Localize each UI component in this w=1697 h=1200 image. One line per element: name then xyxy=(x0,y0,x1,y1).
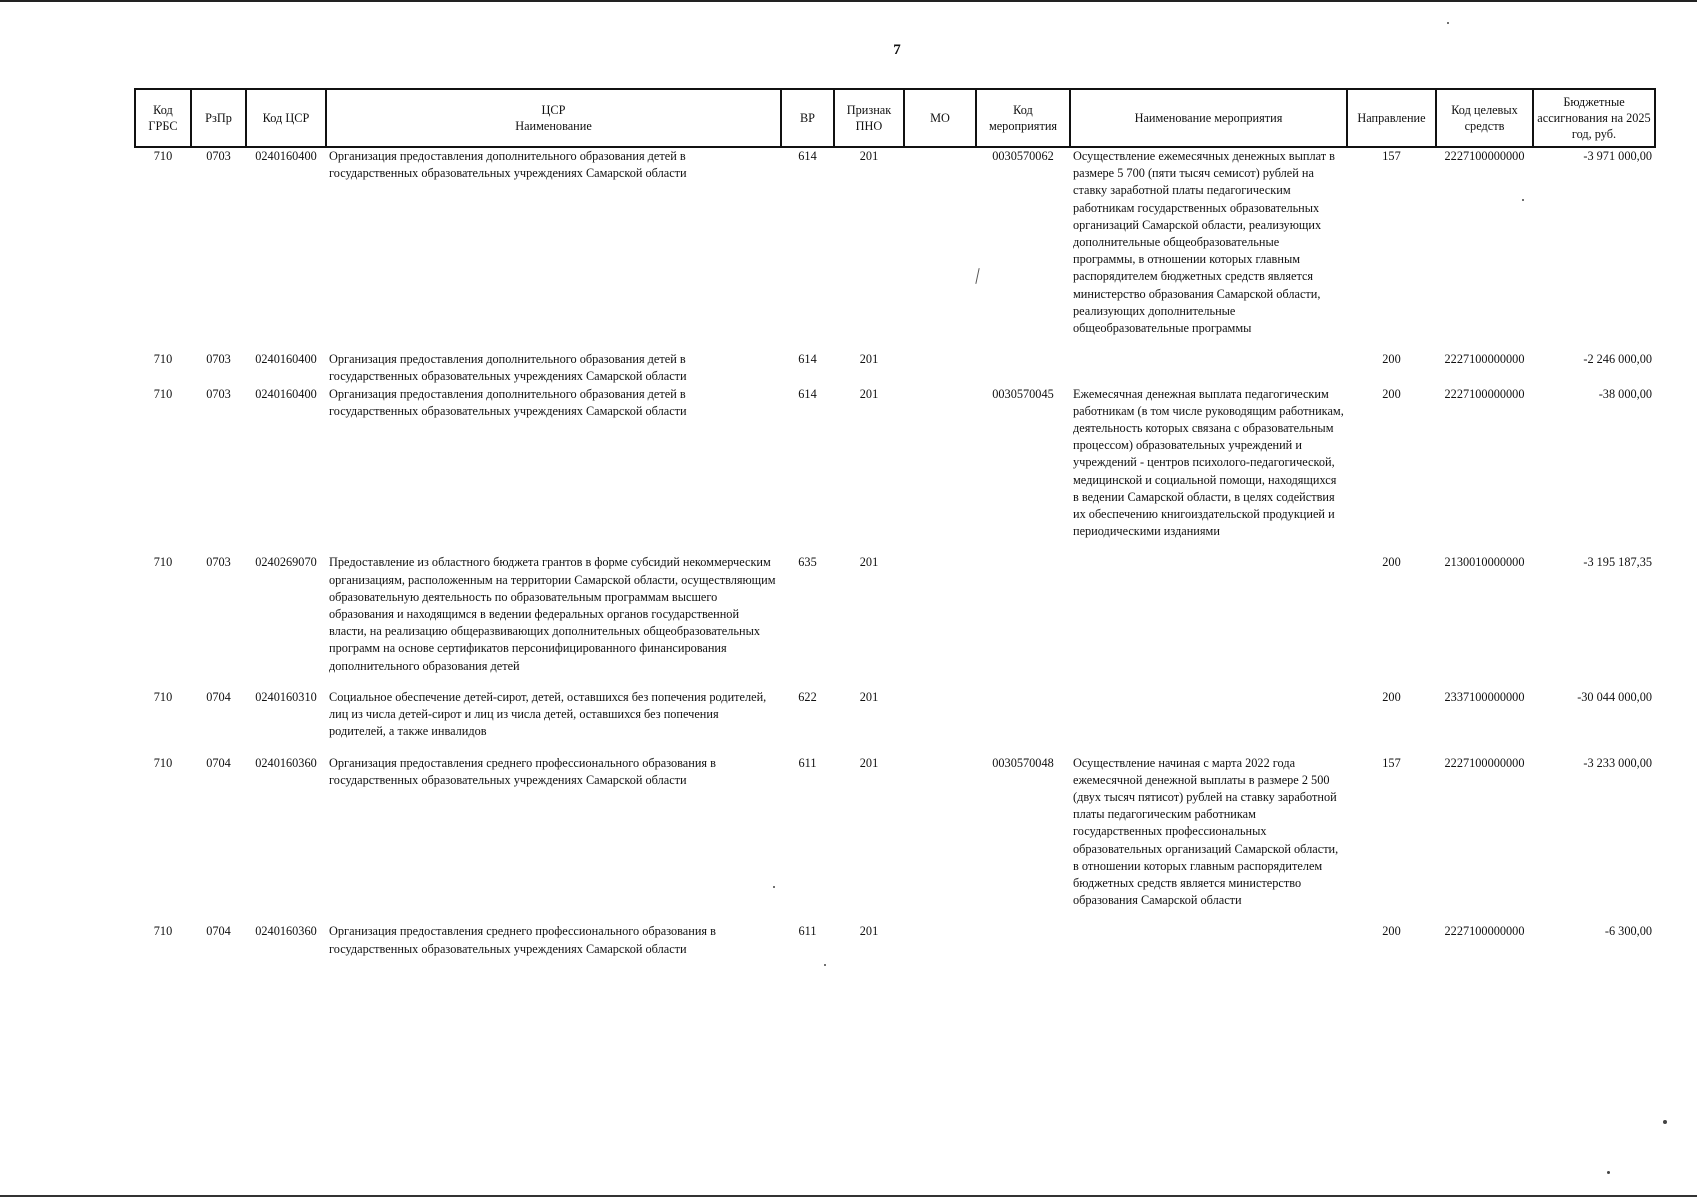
cell-event-code xyxy=(976,351,1070,385)
header-budget-2025: Бюджетные ассигнования на 2025 год, руб. xyxy=(1533,89,1655,147)
header-csr-name-top: ЦСР xyxy=(541,103,566,117)
scan-speck xyxy=(1447,22,1449,24)
cell-csr: 0240269070 xyxy=(255,555,317,570)
cell-csr-name: Предоставление из областного бюджета грантов в форме субсидий некоммерческим организациям, расположенным на территории Самарской области, осуществляющим образовательную деятельность по образовательным программам высшего образования и находящимся в ведении федеральных органов государственной власти, на реализацию общеразвивающих дополнительных общеобразовательных программ на основе сертификатов персонифицированного финансирования дополнительного образования детей xyxy=(329,555,776,673)
scan-speck xyxy=(1663,1120,1667,1124)
cell-csr: 0240160400 xyxy=(255,149,317,163)
cell-grbs: 710 xyxy=(153,386,173,401)
budget-allocation-table xyxy=(134,88,1656,972)
table-row xyxy=(135,147,1655,351)
table-row xyxy=(135,689,1655,755)
cell-direction: 157 xyxy=(1382,755,1401,770)
cell-event-code: 0030570062 xyxy=(992,149,1054,163)
cell-rzpr: 0704 xyxy=(206,755,231,770)
cell-event-code xyxy=(976,923,1070,971)
cell-event-code xyxy=(976,689,1070,755)
cell-csr-name: Организация предоставления среднего профессионального образования в государственных образовательных учреждениях Самарской области xyxy=(329,755,716,787)
cell-csr-name: Организация предоставления среднего профессионального образования в государственных образовательных учреждениях Самарской области xyxy=(329,924,716,956)
cell-amount: -30 044 000,00 xyxy=(1577,689,1652,704)
scan-speck xyxy=(824,964,826,966)
cell-mo xyxy=(904,351,976,385)
scan-speck xyxy=(1522,199,1524,201)
cell-event-name xyxy=(1070,351,1347,385)
cell-csr: 0240160400 xyxy=(255,352,317,367)
cell-pno: 201 xyxy=(859,149,879,163)
cell-pno: 201 xyxy=(859,352,879,367)
top-border-line xyxy=(0,0,1697,2)
cell-target-code: 2337100000000 xyxy=(1444,689,1525,704)
table-row xyxy=(135,554,1655,688)
cell-vr: 611 xyxy=(798,755,817,770)
cell-grbs: 710 xyxy=(153,689,173,704)
header-naimenovanie-meropriyatiya: Наименование мероприятия xyxy=(1070,89,1347,147)
header-kod-csr: Код ЦСР xyxy=(246,89,326,147)
cell-grbs: 710 xyxy=(153,352,173,367)
header-rzpr: РзПр xyxy=(191,89,246,147)
table-header xyxy=(135,89,1655,147)
cell-event-name xyxy=(1070,689,1347,755)
cell-rzpr: 0704 xyxy=(206,924,231,939)
cell-mo xyxy=(904,755,976,924)
cell-rzpr: 0703 xyxy=(206,386,231,401)
cell-event-code: 0030570048 xyxy=(992,755,1054,770)
cell-amount: -3 195 187,35 xyxy=(1583,555,1652,570)
cell-direction: 200 xyxy=(1382,386,1401,401)
cell-event-code xyxy=(976,554,1070,688)
header-priznak-pno: Признак ПНО xyxy=(834,89,904,147)
cell-target-code: 2227100000000 xyxy=(1444,924,1525,939)
cell-mo xyxy=(904,689,976,755)
cell-amount: -38 000,00 xyxy=(1598,386,1652,401)
cell-target-code: 2227100000000 xyxy=(1444,386,1525,401)
page-number: 7 xyxy=(893,42,901,58)
cell-amount: -3 971 000,00 xyxy=(1583,149,1652,163)
cell-vr: 622 xyxy=(798,689,817,704)
table-row xyxy=(135,386,1655,555)
header-vr: ВР xyxy=(781,89,834,147)
cell-target-code: 2227100000000 xyxy=(1444,755,1525,770)
cell-direction: 157 xyxy=(1382,149,1401,163)
cell-direction: 200 xyxy=(1382,555,1401,570)
cell-rzpr: 0703 xyxy=(206,149,231,163)
cell-vr: 611 xyxy=(798,924,817,939)
cell-event-name: Ежемесячная денежная выплата педагогическим работникам (в том числе руководящим работникам, деятельность которых связана с образовательным процессом) образовательных учреждений и учреждений - центров психолого-педагогической, медицинской и социальной помощи, находящихся в ведении Самарской области, в целях содействия их обеспечению книгоиздательской продукцией и периодическими изданиями xyxy=(1073,386,1344,539)
cell-csr-name: Организация предоставления дополнительного образования детей в государственных образовательных учреждениях Самарской области xyxy=(329,149,687,181)
cell-mo xyxy=(904,554,976,688)
cell-rzpr: 0704 xyxy=(206,689,231,704)
cell-csr: 0240160360 xyxy=(255,755,317,770)
cell-amount: -6 300,00 xyxy=(1604,924,1652,939)
cell-csr-name: Организация предоставления дополнительного образования детей в государственных образовательных учреждениях Самарской области xyxy=(329,352,687,384)
cell-target-code: 2130010000000 xyxy=(1444,555,1525,570)
cell-vr: 614 xyxy=(798,149,817,163)
header-kod-grbs: Код ГРБС xyxy=(135,89,191,147)
cell-rzpr: 0703 xyxy=(206,352,231,367)
cell-vr: 614 xyxy=(798,386,817,401)
table-row xyxy=(135,923,1655,971)
cell-csr: 0240160360 xyxy=(255,924,317,939)
header-csr-name xyxy=(326,89,781,147)
cell-direction: 200 xyxy=(1382,924,1401,939)
cell-vr: 635 xyxy=(798,555,817,570)
cell-csr-name: Организация предоставления дополнительного образования детей в государственных образовательных учреждениях Самарской области xyxy=(329,386,687,418)
cell-pno: 201 xyxy=(859,924,879,939)
cell-pno: 201 xyxy=(859,386,879,401)
cell-event-name: Осуществление ежемесячных денежных выплат в размере 5 700 (пяти тысяч семисот) рублей на ставку заработной платы педагогическим работникам государственных образовательных организаций Самарской области, реализующих дополнительные общеобразовательные программы, в отношении которых главным распорядителем бюджетных средств является министерство образования Самарской области, реализующих дополнительные общеобразовательные программы xyxy=(1073,149,1335,336)
table-body xyxy=(135,147,1655,972)
cell-vr: 614 xyxy=(798,352,817,367)
cell-pno: 201 xyxy=(859,755,879,770)
header-napravlenie: Направление xyxy=(1347,89,1436,147)
cell-amount: -3 233 000,00 xyxy=(1583,755,1652,770)
scan-speck xyxy=(773,886,775,888)
cell-csr: 0240160400 xyxy=(255,386,317,401)
header-kod-meropriyatiya: Код мероприятия xyxy=(976,89,1070,147)
cell-csr: 0240160310 xyxy=(255,689,317,704)
cell-grbs: 710 xyxy=(153,149,173,163)
cell-event-name xyxy=(1070,554,1347,688)
cell-target-code: 2227100000000 xyxy=(1444,149,1525,163)
table-row xyxy=(135,351,1655,385)
cell-direction: 200 xyxy=(1382,352,1401,367)
header-mo: МО xyxy=(904,89,976,147)
cell-mo xyxy=(904,147,976,351)
cell-grbs: 710 xyxy=(153,555,173,570)
scan-speck xyxy=(1607,1171,1610,1174)
cell-event-name xyxy=(1070,923,1347,971)
cell-pno: 201 xyxy=(859,689,879,704)
cell-csr-name: Социальное обеспечение детей-сирот, детей, оставшихся без попечения родителей, лиц из числа детей-сирот и лиц из числа детей, оставшихся без попечения родителей, а также инвалидов xyxy=(329,689,767,739)
header-kod-celevyh-sredstv: Код целевых средств xyxy=(1436,89,1533,147)
cell-event-name: Осуществление начиная с марта 2022 года ежемесячной денежной выплаты в размере 2 500 (двух тысяч пятисот) рублей на ставку заработной платы педагогическим работникам государственных профессиональных образовательных организаций Самарской области, в отношении которых главным распорядителем бюджетных средств является министерство образования Самарской области xyxy=(1073,755,1339,908)
bottom-border-line xyxy=(0,1195,1697,1197)
cell-mo xyxy=(904,923,976,971)
cell-target-code: 2227100000000 xyxy=(1444,352,1525,367)
cell-grbs: 710 xyxy=(153,755,173,770)
header-csr-name-bottom: Наименование xyxy=(515,119,592,133)
cell-rzpr: 0703 xyxy=(206,555,231,570)
cell-grbs: 710 xyxy=(153,924,173,939)
table-row xyxy=(135,755,1655,924)
cell-amount: -2 246 000,00 xyxy=(1583,352,1652,367)
cell-pno: 201 xyxy=(859,555,879,570)
cell-event-code: 0030570045 xyxy=(992,386,1054,401)
cell-mo xyxy=(904,386,976,555)
cell-direction: 200 xyxy=(1382,689,1401,704)
